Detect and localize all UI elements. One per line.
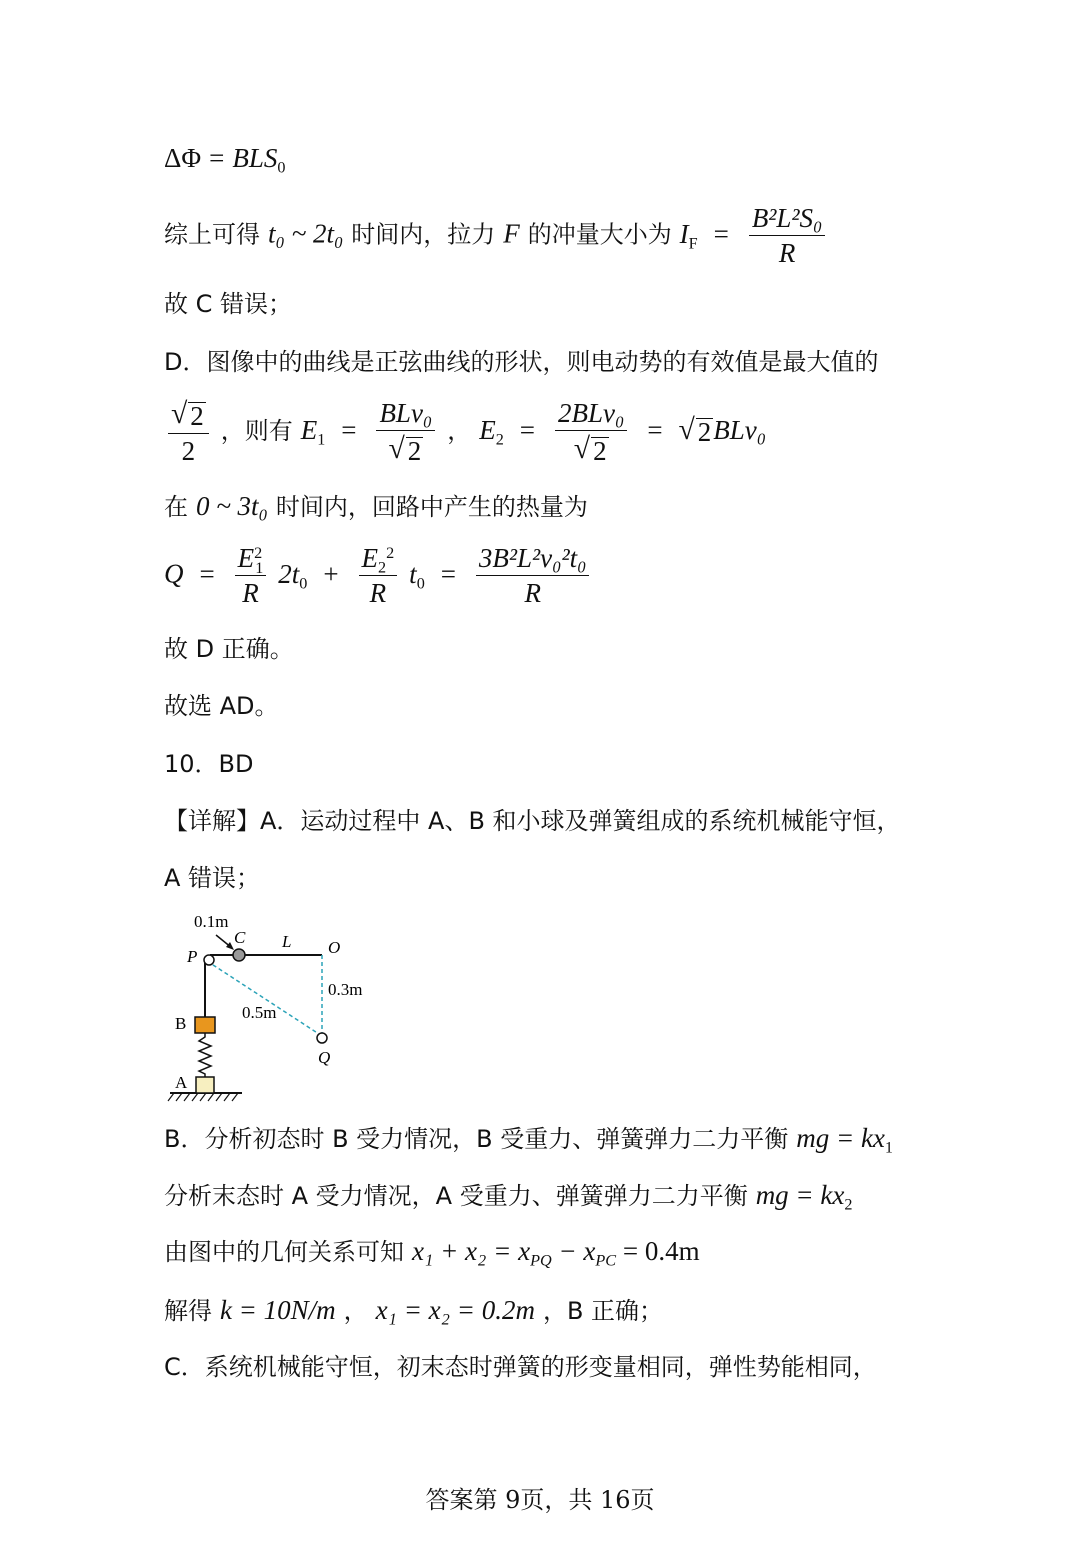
line-impulse: 综上可得 t₀ ~ 2t₀ 时间内，拉力 F 的冲量大小为 $I_F$ = $\frac{\text{B²L²S₀}}{R}$ — [164, 205, 829, 267]
label-a: A — [175, 1073, 188, 1092]
e2-fraction: 2BLv₀ √ 2 — [555, 400, 627, 465]
pulley-p — [204, 955, 214, 965]
sqrt2-over-2: √ 2 2 — [168, 400, 209, 465]
label-01m: 0.1m — [194, 912, 229, 931]
eq-mg-kx1: mg = $kx_1$ — [796, 1123, 894, 1157]
eq-delta-phi: $\Delta\Phi = BLS_0$ — [164, 143, 286, 177]
point-q — [317, 1033, 327, 1043]
block-a — [196, 1077, 214, 1093]
eq-heat-q: Q = $\frac{E^2_1}{R}$ $2t_0$ + $\frac{E_2^2}{R}$ $t_0$ = $\frac{\text{3B²L²v₀²t₀}}{R}$ — [164, 545, 593, 607]
label-03m: 0.3m — [328, 980, 363, 999]
eq-geometry: $x_1 + x_2 = x_{PQ} - x_{PC} = 0.4m$ — [411, 1236, 700, 1270]
label-o: O — [328, 938, 341, 957]
line-emf-values: √ 2 2 ，则有 $E_1$ = BLv₀ √ 2 ， $E_2$ = 2BLv₀ √ 2 = √ 2 BLv₀ — [164, 400, 766, 465]
line-d-statement: D．图像中的曲线是正弦曲线的形状，则电动势的有效值是最大值的 — [164, 348, 879, 376]
ball-c — [233, 949, 245, 961]
spring — [199, 1033, 211, 1077]
e2-symbol: $E_2$ — [479, 414, 504, 449]
eq-mg-kx2: mg = $kx_2$ — [755, 1180, 853, 1214]
line-heat-intro: 在 0 ~ 3t₀ 时间内，回路中产生的热量为 — [164, 491, 588, 521]
question-10-answer: 10．BD — [164, 750, 254, 778]
line-d-correct: 故 D 正确。 — [164, 635, 294, 663]
ground-hatch — [168, 1093, 238, 1101]
t0-range: t₀ ~ 2t₀ — [267, 218, 344, 249]
e1-symbol: $E_1$ — [300, 414, 326, 449]
line-geometry: 由图中的几何关系可知 $x_1 + x_2 = x_{PQ} - x_{PC} = 0.4m$ — [164, 1236, 700, 1270]
line-a-final: 分析末态时 A 受力情况，A 受重力、弹簧弹力二力平衡 mg = $kx_2$ — [164, 1180, 853, 1214]
label-l: L — [282, 932, 292, 951]
label-05m: 0.5m — [242, 1003, 277, 1022]
impulse-symbol: $I_F$ — [679, 218, 698, 253]
range-0-3t0: 0 ~ 3t₀ — [195, 491, 268, 521]
q-term2-frac: $\frac{E_2^2}{R}$ — [359, 545, 398, 607]
label-q: Q — [318, 1048, 331, 1067]
dashed-pq — [207, 961, 322, 1036]
line-solve: 解得 k = 10N/m ， x₁ = x₂ = 0.2m ，B 正确； — [164, 1295, 664, 1325]
q-term1-frac: $\frac{E^2_1}{R}$ — [235, 545, 267, 607]
line-choose-ad: 故选 AD。 — [164, 692, 279, 720]
line-detail-a: 【详解】A．运动过程中 A、B 和小球及弹簧组成的系统机械能守恒， — [164, 807, 901, 835]
eq-x-value: x₁ = x₂ = 0.2m — [375, 1295, 536, 1325]
eq-k-value: k = 10N/m — [219, 1295, 336, 1325]
e2-result: √ 2 BLv₀ — [678, 413, 767, 447]
line-c-energy: C．系统机械能守恒，初末态时弹簧的形变量相同，弹性势能相同， — [164, 1353, 877, 1381]
spring-pulley-figure — [160, 905, 400, 1105]
line-b-initial: B．分析初态时 B 受力情况，B 受重力、弹簧弹力二力平衡 mg = $kx_1$ — [164, 1123, 894, 1157]
impulse-fraction: $\frac{\text{B²L²S₀}}{R}$ — [749, 205, 826, 267]
line-c-wrong: 故 C 错误； — [164, 290, 293, 318]
block-b — [195, 1017, 215, 1033]
label-b: B — [175, 1014, 187, 1033]
label-p: P — [187, 947, 198, 966]
line-a-wrong: A 错误； — [164, 864, 261, 892]
e1-fraction: BLv₀ √ 2 — [376, 400, 435, 465]
q-result-frac: $\frac{\text{3B²L²v₀²t₀}}{R}$ — [476, 545, 590, 607]
page-footer: 答案第 9页，共 16页 — [425, 1486, 655, 1514]
label-c: C — [234, 928, 246, 947]
